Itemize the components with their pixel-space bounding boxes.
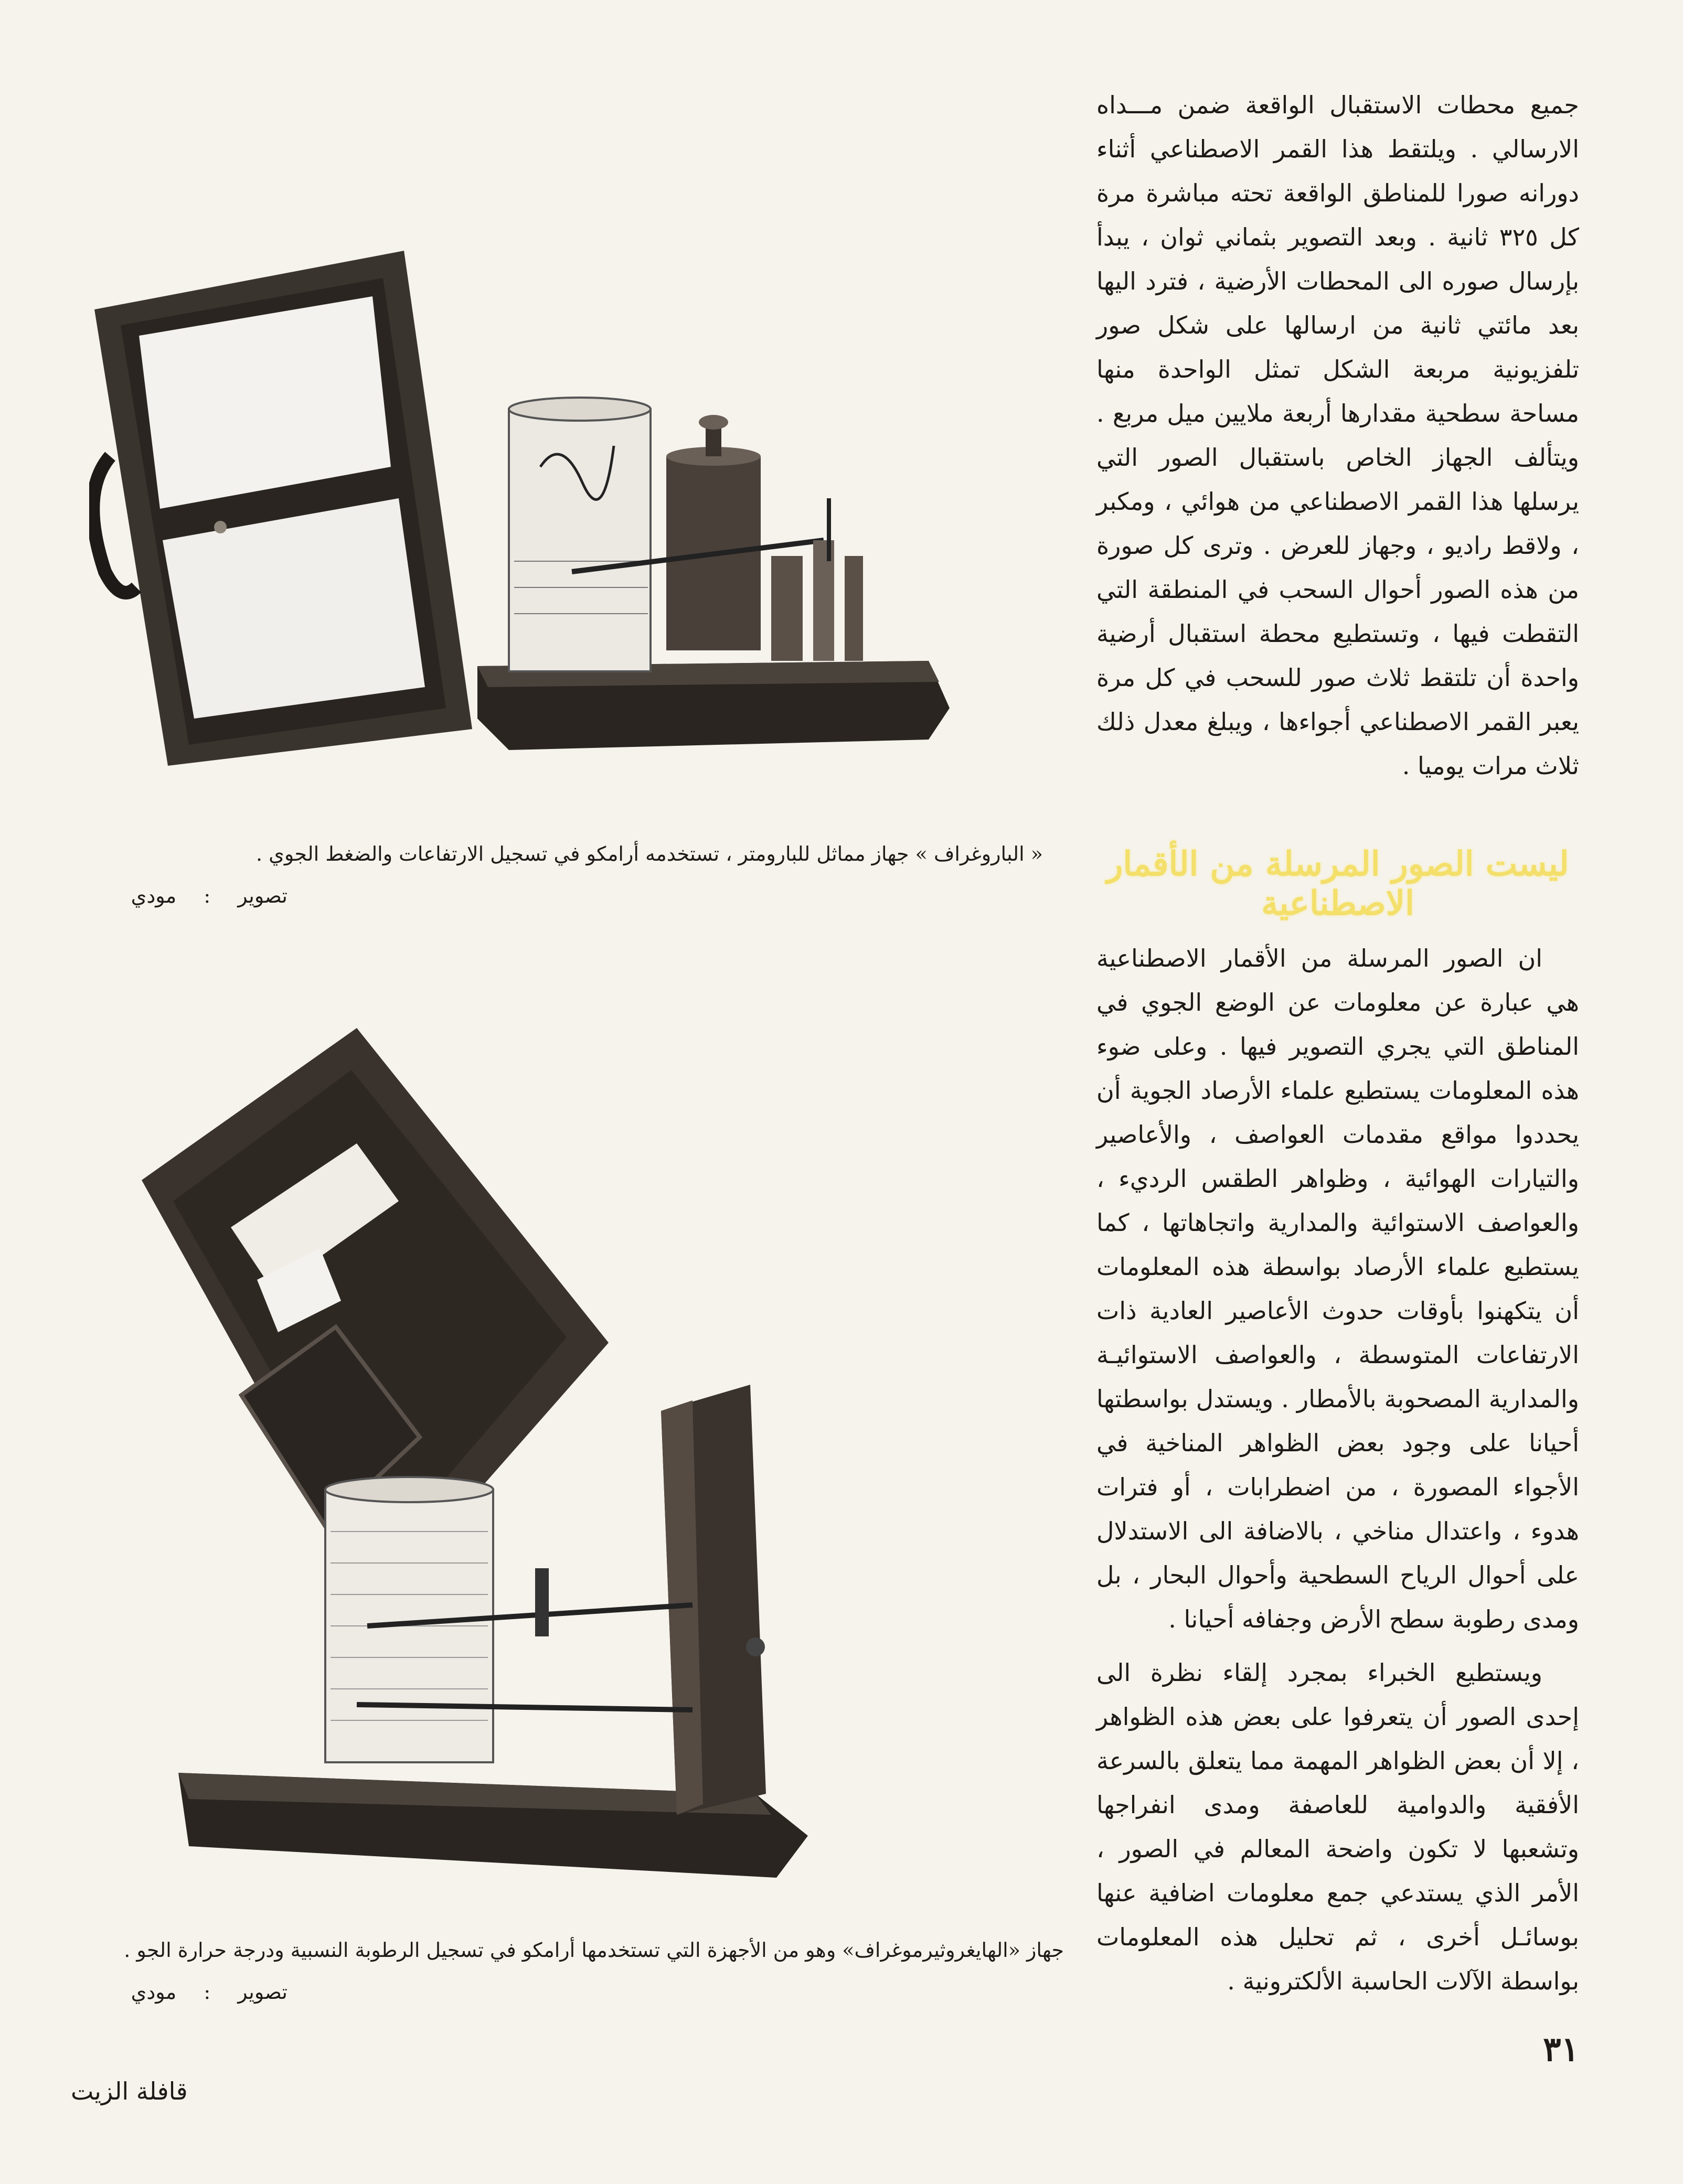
hygrothermograph-illustration [126, 1028, 992, 1930]
magazine-name: قافلة الزيت [71, 2077, 188, 2105]
credit-name: مودي [131, 1980, 177, 2004]
paragraph: جميع محطات الاستقبال الواقعة ضمن مـــداه الارسالي . ويلتقط هذا القمر الاصطناعي أثناء دورانه صورا للمناطق الواقعة تحته مباشرة مرة كل ٣٢٥ ثانية . وبعد التصوير بثماني ثوان ، يبدأ بإرسال صوره الى المحطات الأرضية ، فترد اليها بعد مائتي ثانية من ارسالها على شكل صور تلفزيونية مربعة الشكل تمثل الواحدة منها مساحة سطحية مقدارها أربعة ملايين ميل مربع . ويتألف الجهاز الخاص باستقبال الصور التي يرسلها هذا القمر الاصطناعي من هوائي ، ومكبر ، ولاقط راديو ، وجهاز للعرض . وترى كل صورة من هذه الصور أحوال السحب في المنطقة التي التقطت فيها ، وتستطيع محطة استقبال أرضية واحدة أن تلتقط ثلاث صور للسحب في كل مرة يعبر القمر الاصطناعي أجواءها ، ويبلغ معدل ذلك ثلاث مرات يوميا . [1096, 91, 1579, 780]
figure-caption: جهاز «الهايغروثيرموغراف» وهو من الأجهزة التي تستخدمها أرامكو في تسجيل الرطوبة النسبية ودرجة حرارة الجو . [124, 1939, 1064, 1962]
credit-separator: : [204, 1980, 211, 2004]
page-number: ٣١ [1543, 2030, 1579, 2069]
photo-credit [25, 1977, 287, 2007]
section-heading: ليست الصور المرسلة من الأقمار الاصطناعية [1106, 844, 1569, 923]
paragraph: ان الصور المرسلة من الأقمار الاصطناعية هي عبارة عن معلومات عن الوضع الجوي في المناطق التي يجري التصوير فيها . وعلى ضوء هذه المعلومات يستطيع علماء الأرصاد الجوية أن يحددوا مواقع مقدمات العواصف ، والأعاصير والتيارات الهوائية ، وظواهر الطقس الرديء ، والعواصف الاستوائية والمدارية واتجاهاتها ، كما يستطيع علماء الأرصاد بواسطة هذه المعلومات أن يتكهنوا بأوقات حدوث الأعاصير العادية ذات الارتفاعات المتوسطة ، والعواصف الاستوائيـة والمدارية المصحوبة بالأمطار . ويستدل بواسطتها أحيانا على وجود بعض الظواهر المناخية في الأجواء المصورة ، من اضطرابات ، أو فترات هدوء ، واعتدال مناخي ، بالاضافة الى الاستدلال على أحوال الرياح السطحية وأحوال البحار ، بل ومدى رطوبة سطح الأرض وجفافه أحيانا . [1096, 944, 1579, 1633]
article-column-bottom [1096, 936, 1579, 2012]
barograph-photo [89, 247, 971, 766]
credit-separator: : [204, 884, 211, 907]
paragraph: ويستطيع الخبراء بمجرد إلقاء نظرة الى إحدى الصور أن يتعرفوا على بعض هذه الظواهر ، إلا أن بعض الظواهر المهمة مما يتعلق بالسرعة الأفقية والدوامية للعاصفة ومدى انفراجها وتشعبها لا تكون واضحة المعالم في الصور ، الأمر الذي يستدعي جمع معلومات اضافية عنها بوسائـل أخرى ، ثم تحليل هذه المعلومات بواسطة الآلات الحاسبة الألكترونية . [1096, 1658, 1579, 1995]
credit-name: مودي [131, 884, 177, 907]
credit-label: تصوير [238, 884, 287, 907]
figure-caption: « الباروغراف » جهاز مماثل للبارومتر ، تستخدمه أرامكو في تسجيل الارتفاعات والضغط الجوي . [255, 842, 1043, 865]
article-column-top [1096, 83, 1579, 797]
hygrothermograph-photo [126, 1028, 992, 1930]
photo-credit [25, 881, 287, 911]
barograph-illustration [89, 247, 971, 766]
credit-label: تصوير [238, 1980, 287, 2004]
